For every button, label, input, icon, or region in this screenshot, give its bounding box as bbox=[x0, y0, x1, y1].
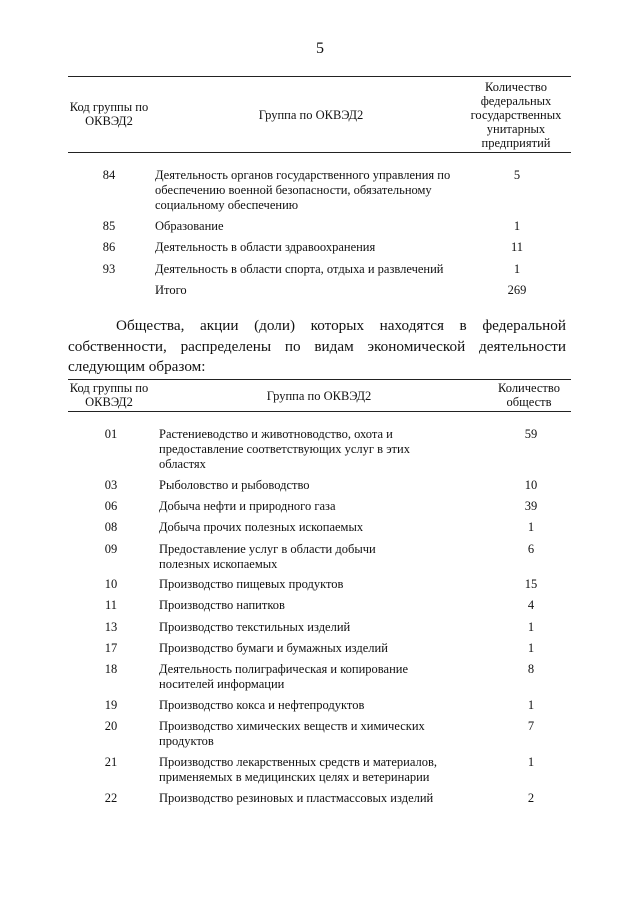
row-code: 08 bbox=[104, 520, 118, 534]
row-code: 17 bbox=[104, 641, 118, 655]
row-count: 10 bbox=[524, 478, 538, 492]
row-code: 85 bbox=[102, 219, 116, 233]
page-number: 5 bbox=[316, 40, 324, 57]
table1-header-code: Код группы по ОКВЭД2 bbox=[69, 100, 149, 128]
row-count: 11 bbox=[510, 240, 524, 254]
row-count: 1 bbox=[513, 262, 521, 276]
table2-header-code: Код группы по ОКВЭД2 bbox=[69, 381, 149, 409]
row-code: 01 bbox=[104, 427, 118, 441]
row-count: 15 bbox=[524, 577, 538, 591]
table2-header-rule bbox=[68, 411, 571, 412]
row-name: Образование bbox=[155, 219, 224, 233]
row-name: Итого bbox=[155, 283, 187, 297]
table1-header-group: Группа по ОКВЭД2 bbox=[258, 108, 364, 122]
row-count: 1 bbox=[527, 620, 535, 634]
row-name: Деятельность полиграфическая и копирование носителей информации bbox=[159, 662, 409, 691]
row-count: 1 bbox=[527, 755, 535, 769]
row-name: Производство резиновых и пластмассовых изделий bbox=[159, 791, 434, 805]
row-count: 1 bbox=[527, 520, 535, 534]
intro-paragraph: Общества, акции (доли) которых находятся в федеральной собственности, распределены по видам экономической деятельности следующим образом: bbox=[68, 317, 566, 375]
row-code: 10 bbox=[104, 577, 118, 591]
table1-top-rule bbox=[68, 76, 571, 77]
row-code: 93 bbox=[102, 262, 116, 276]
row-count: 4 bbox=[527, 598, 535, 612]
row-code: 13 bbox=[104, 620, 118, 634]
row-name: Производство пищевых продуктов bbox=[159, 577, 344, 591]
row-count: 59 bbox=[524, 427, 538, 441]
table1-header-rule bbox=[68, 152, 571, 153]
row-code: 21 bbox=[104, 755, 118, 769]
row-name: Производство лекарственных средств и материалов, применяемых в медицинских целях и ветеринарии bbox=[159, 755, 437, 784]
row-name: Производство текстильных изделий bbox=[159, 620, 351, 634]
table2-header-group: Группа по ОКВЭД2 bbox=[266, 389, 372, 403]
row-code: 22 bbox=[104, 791, 118, 805]
row-count: 39 bbox=[524, 499, 538, 513]
row-count: 1 bbox=[527, 641, 535, 655]
row-count: 1 bbox=[513, 219, 521, 233]
row-code: 19 bbox=[104, 698, 118, 712]
row-code: 11 bbox=[104, 598, 118, 612]
row-count: 6 bbox=[527, 542, 535, 556]
row-name: Деятельность в области здравоохранения bbox=[155, 240, 376, 254]
table2-header-count: Количество обществ bbox=[498, 381, 560, 409]
row-count: 2 bbox=[527, 791, 535, 805]
row-name: Деятельность органов государственного управления по обеспечению военной безопасности, обязательному социальному обеспечению bbox=[155, 168, 451, 212]
row-code: 84 bbox=[102, 168, 116, 182]
row-name: Производство бумаги и бумажных изделий bbox=[159, 641, 388, 655]
row-count: 1 bbox=[527, 698, 535, 712]
row-count: 8 bbox=[527, 662, 535, 676]
row-code: 86 bbox=[102, 240, 116, 254]
row-name: Предоставление услуг в области добычи полезных ископаемых bbox=[159, 542, 376, 571]
row-code: 09 bbox=[104, 542, 118, 556]
row-name: Производство химических веществ и химических продуктов bbox=[159, 719, 425, 748]
row-name: Производство напитков bbox=[159, 598, 285, 612]
row-code: 06 bbox=[104, 499, 118, 513]
row-count: 269 bbox=[507, 283, 527, 297]
table1-header-count: Количество федеральных государственных унитарных предприятий bbox=[470, 80, 562, 150]
table2-top-rule bbox=[68, 379, 571, 380]
row-name: Рыболовство и рыбоводство bbox=[159, 478, 310, 492]
row-count: 7 bbox=[527, 719, 535, 733]
row-code: 18 bbox=[104, 662, 118, 676]
row-count: 5 bbox=[513, 168, 521, 182]
row-name: Производство кокса и нефтепродуктов bbox=[159, 698, 365, 712]
row-name: Добыча нефти и природного газа bbox=[159, 499, 336, 513]
row-code: 20 bbox=[104, 719, 118, 733]
row-code: 03 bbox=[104, 478, 118, 492]
row-name: Растениеводство и животноводство, охота и предоставление соответствующих услуг в этих областях bbox=[159, 427, 410, 471]
row-name: Деятельность в области спорта, отдыха и развлечений bbox=[155, 262, 444, 276]
row-name: Добыча прочих полезных ископаемых bbox=[159, 520, 364, 534]
